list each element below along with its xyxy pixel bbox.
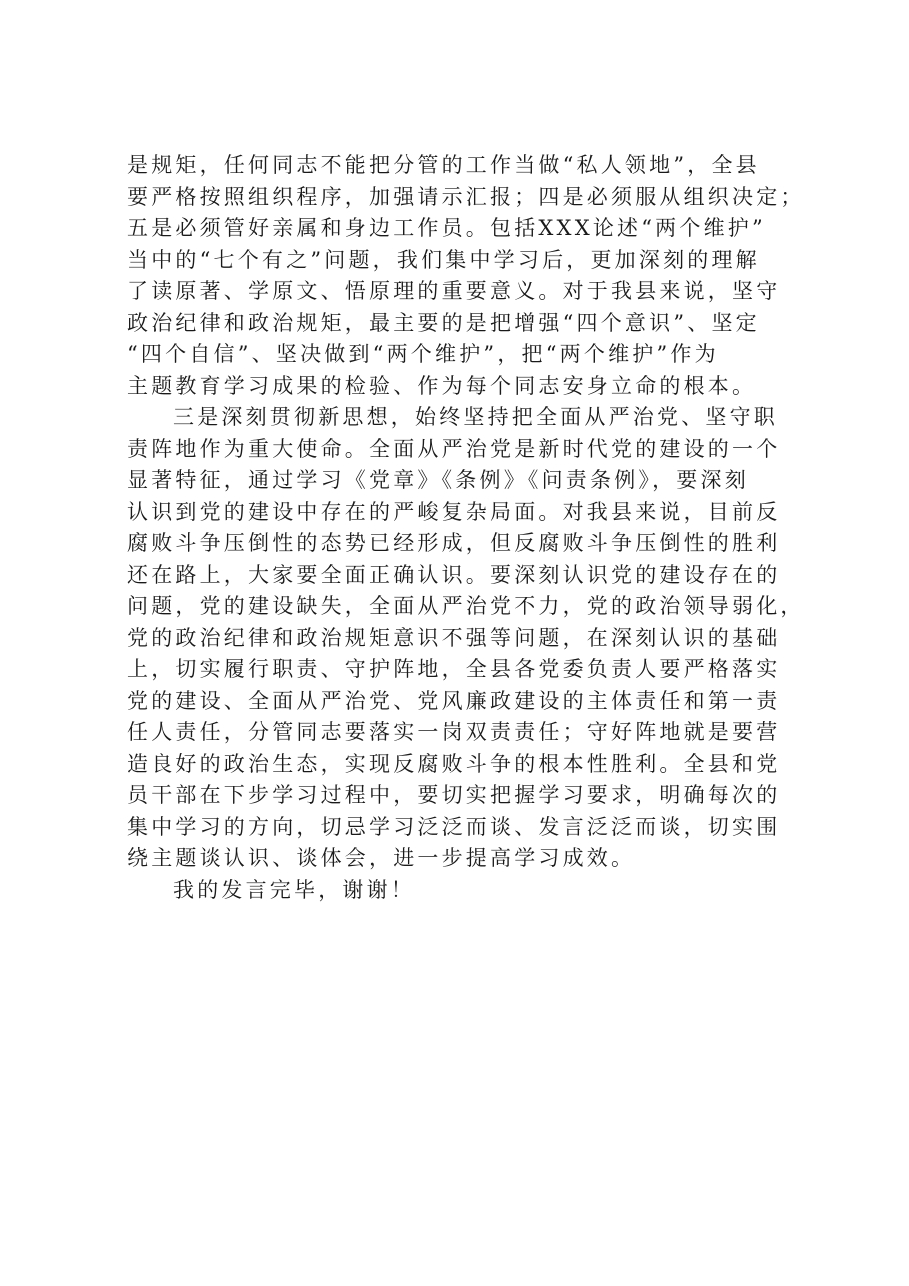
- text-line: 上，切实履行职责、守护阵地，全县各党委负责人要严格落实: [127, 657, 781, 681]
- text-line: “四个自信”、坚决做到“两个维护”，把“两个维护”作为: [127, 342, 719, 366]
- text-line: 党的政治纪律和政治规矩意识不强等问题，在深刻认识的基础: [127, 625, 781, 650]
- text-line: 绕主题谈认识、谈体会，进一步提高学习成效。: [127, 846, 636, 870]
- text-line: 当中的“七个有之”问题，我们集中学习后，更加深刻的理解: [127, 247, 760, 272]
- text-line: 还在路上，大家要全面正确认识。要深刻认识党的建设存在的: [127, 562, 781, 587]
- text-line: 腐败斗争压倒性的态势已经形成，但反腐败斗争压倒性的胜利: [127, 531, 781, 555]
- text-line: 问题，党的建设缺失，全面从严治党不力，党的政治领导弱化，: [127, 594, 805, 618]
- text-line: 政治纪律和政治规矩，最主要的是把增强“四个意识”、坚定: [127, 310, 760, 335]
- text-line: 要严格按照组织程序，加强请示汇报；四是必须服从组织决定；: [127, 184, 805, 209]
- text-line: 认识到党的建设中存在的严峻复杂局面。对我县来说，目前反: [127, 499, 781, 524]
- text-line: 是规矩，任何同志不能把分管的工作当做“私人领地”，全县: [127, 153, 760, 177]
- text-line: 造良好的政治生态，实现反腐败斗争的根本性胜利。全县和党: [127, 751, 781, 776]
- text-line: 主题教育学习成果的检验、作为每个同志安身立命的根本。: [127, 373, 757, 398]
- text-line: 显著特征，通过学习《党章》《条例》《问责条例》，要深刻: [127, 468, 749, 492]
- document-body: [127, 150, 807, 906]
- text-line: 员干部在下步学习过程中，要切实把握学习要求，明确每次的: [127, 783, 781, 807]
- text-line: 五是必须管好亲属和身边工作员。包括XXX论述“两个维护”: [127, 216, 766, 240]
- closing-remark: 我的发言完毕，谢谢！: [173, 877, 415, 902]
- paragraph-first-line: 三是深刻贯彻新思想，始终坚持把全面从严治党、坚守职: [173, 405, 778, 429]
- text-line: 集中学习的方向，切忌学习泛泛而谈、发言泛泛而谈，切实围: [127, 814, 781, 839]
- text-line: 党的建设、全面从严治党、党风廉政建设的主体责任和第一责: [127, 688, 781, 713]
- text-line: 了读原著、学原文、悟原理的重要意义。对于我县来说，坚守: [127, 279, 781, 303]
- text-line: 责阵地作为重大使命。全面从严治党是新时代党的建设的一个: [127, 436, 781, 461]
- text-line: 任人责任，分管同志要落实一岗双责责任；守好阵地就是要营: [127, 720, 781, 744]
